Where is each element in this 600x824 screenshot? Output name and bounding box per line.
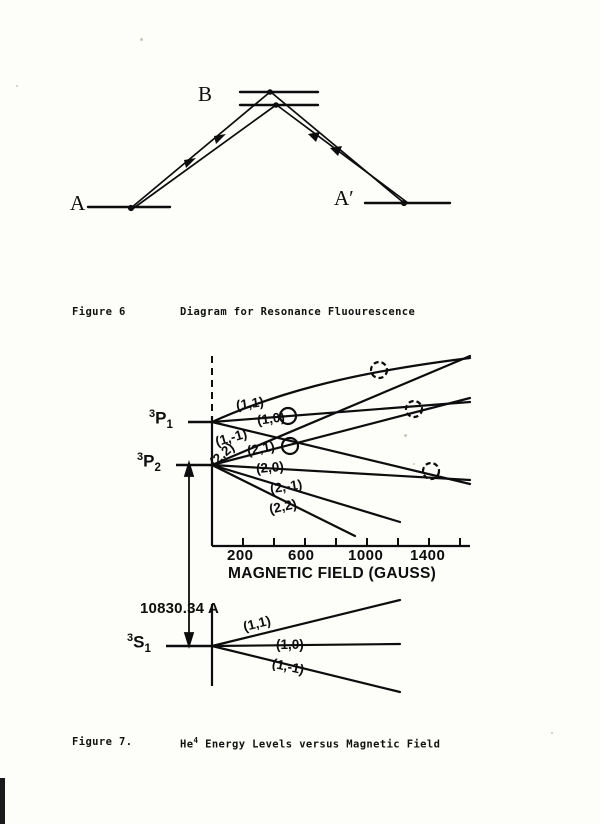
figure7-caption-isotope: 4: [193, 736, 199, 745]
vertex-dot-a: [128, 205, 134, 211]
axis-tick-label-600: 600: [288, 547, 315, 564]
axis-tick-label-200: 200: [227, 547, 254, 564]
figure6-caption-number: Figure 6: [72, 306, 126, 318]
term-3p1-j: 1: [166, 419, 173, 432]
wavelength-arrow: [185, 463, 193, 646]
axis-ticks: [243, 538, 460, 546]
term-3s1-j: 1: [144, 643, 151, 656]
branch-label-s-1-1: (1,1): [241, 612, 273, 635]
wavelength-label: 10830.34 A: [140, 600, 220, 617]
figure7-caption-element: He: [180, 738, 194, 751]
term-3p2-multiplicity: 3: [137, 451, 144, 463]
figure6-caption-title: Diagram for Resonance Fluourescence: [180, 306, 416, 318]
vertex-dot-b-upper: [267, 89, 273, 95]
branch-label-2-1: (2,1): [245, 438, 276, 459]
curve-s-1-1: [212, 600, 400, 646]
term-3p1-multiplicity: 3: [149, 408, 156, 420]
branch-label-2-2: (2,2): [206, 439, 238, 470]
curve-s-1-m1: [212, 646, 400, 692]
crossing-marker: [406, 401, 422, 417]
branch-label-1-m1: (1,-1): [213, 425, 249, 450]
vertex-dot-a-prime: [401, 200, 407, 206]
figure6-diagram: [0, 0, 600, 300]
ray-incoming-2: [131, 105, 276, 210]
scan-edge-artifact: [0, 778, 5, 824]
branch-label-1-0: (1,0): [256, 409, 286, 428]
figure7-caption-title: [180, 736, 440, 751]
arrowhead-down: [185, 633, 193, 646]
term-symbol-3p2: [137, 451, 161, 474]
branch-label-2-0: (2,0): [255, 458, 285, 477]
figure6-label-b: B: [198, 82, 213, 106]
figure7-caption-number: Figure 7.: [72, 736, 133, 748]
arrowhead-outgoing-2: [330, 146, 342, 156]
term-3s1-letter: S: [133, 632, 145, 652]
branch-label-s-1-m1: (1,-1): [270, 655, 306, 678]
term-3p2-j: 2: [154, 462, 161, 475]
x-axis-title: MAGNETIC FIELD (GAUSS): [228, 565, 437, 582]
figure6-label-a-prime: A′: [334, 186, 354, 210]
branch-label-2-m2: (2,2): [267, 496, 299, 517]
vertex-dot-b-lower: [273, 102, 279, 108]
term-symbol-3p1: [149, 408, 173, 431]
branch-label-1-1: (1,1): [235, 394, 265, 413]
term-symbol-3s1: [127, 632, 151, 655]
term-3p2-letter: P: [143, 451, 155, 471]
ray-incoming-1: [131, 92, 270, 208]
figure6-label-a: A: [70, 191, 86, 215]
branch-label-s-1-0: (1,0): [276, 637, 304, 652]
figure7-caption-rest: Energy Levels versus Magnetic Field: [198, 738, 441, 751]
curve-s-1-0: [212, 644, 400, 646]
branch-label-2-m1: (2,-1): [269, 476, 304, 497]
axis-tick-label-1400: 1400: [410, 547, 446, 564]
axis-tick-label-1000: 1000: [348, 547, 384, 564]
term-3p1-letter: P: [155, 408, 167, 428]
term-3s1-multiplicity: 3: [127, 632, 134, 644]
